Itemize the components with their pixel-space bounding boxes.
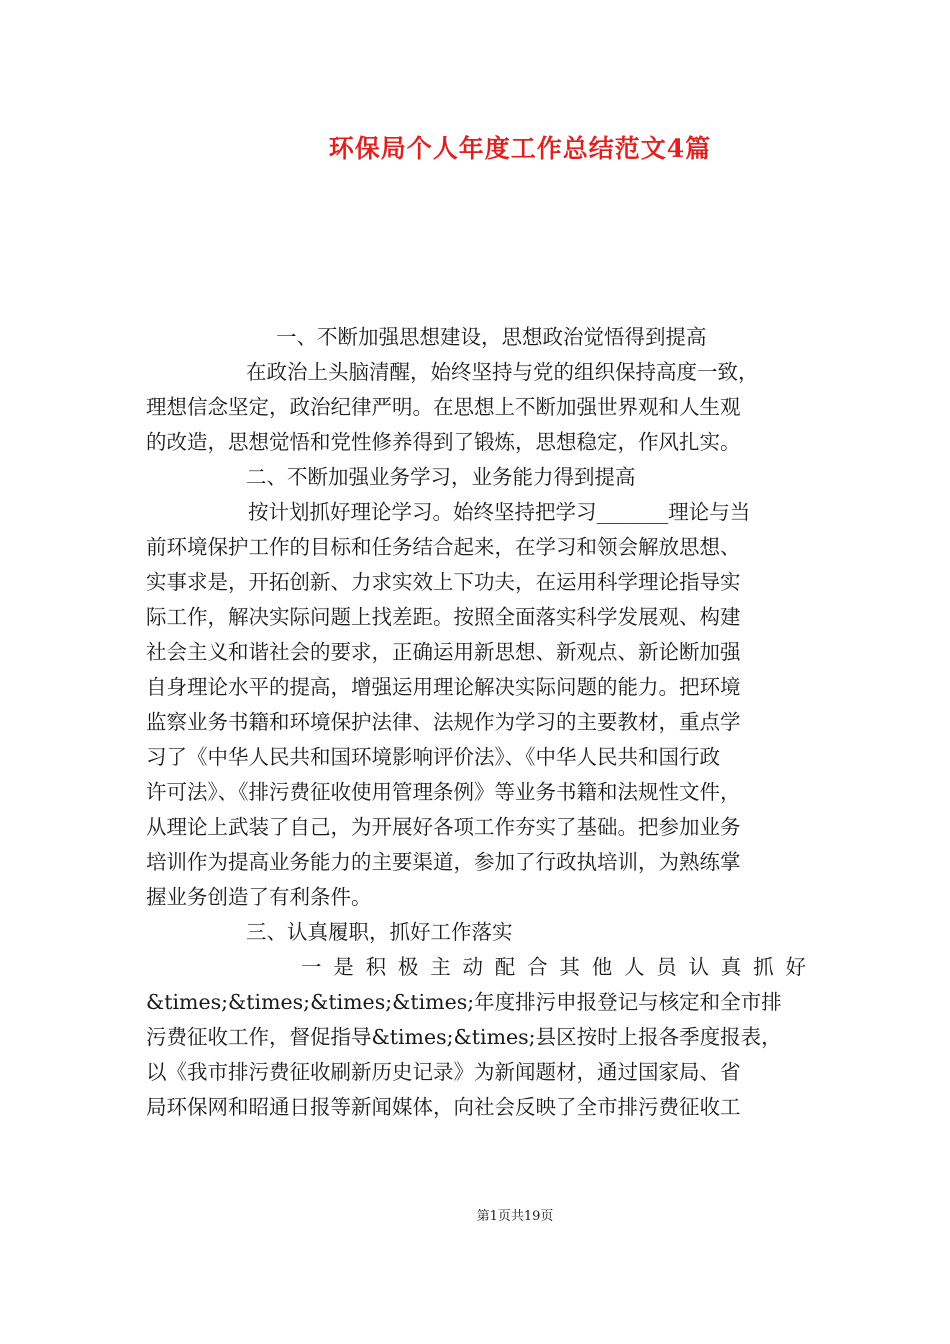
paragraph-2-line-6: 自身理论水平的提高，增强运用理论解决实际问题的能力。把环境 <box>146 675 741 699</box>
paragraph-3-line-1: 一是积极主动配合其他人员认真抓好 <box>301 955 806 979</box>
paragraph-3-line-2: &times;&times;&times;&times;年度排污申报登记与核定和全市排 <box>146 990 782 1014</box>
document-title: 环保局个人年度工作总结范文4篇 <box>328 134 712 163</box>
paragraph-2-line-7: 监察业务书籍和环境保护法律、法规作为学习的主要教材，重点学 <box>146 710 741 734</box>
paragraph-2-line-1: 按计划抓好理论学习。始终坚持把学习_______理论与当 <box>248 500 751 524</box>
paragraph-3-line-3: 污费征收工作，督促指导&times;&times;县区按时上报各季度报表， <box>146 1025 782 1049</box>
paragraph-2-line-4: 际工作，解决实际问题上找差距。按照全面落实科学发展观、构建 <box>146 605 741 629</box>
paragraph-2-line-9: 许可法》、《排污费征收使用管理条例》等业务书籍和法规性文件， <box>146 780 741 804</box>
paragraph-3-line-4: 以《我市排污费征收刷新历史记录》为新闻题材，通过国家局、省 <box>146 1060 741 1084</box>
paragraph-2-line-12: 握业务创造了有利条件。 <box>146 885 372 909</box>
paragraph-1-line-3: 的改造，思想觉悟和党性修养得到了锻炼，思想稳定，作风扎实。 <box>146 430 741 454</box>
paragraph-2-line-5: 社会主义和谐社会的要求，正确运用新思想、新观点、新论断加强 <box>146 640 741 664</box>
paragraph-2-line-2: 前环境保护工作的目标和任务结合起来，在学习和领会解放思想、 <box>146 535 741 559</box>
document-body <box>146 320 806 1125</box>
section-heading-1: 一、不断加强思想建设，思想政治觉悟得到提高 <box>276 325 707 349</box>
section-heading-2: 二、不断加强业务学习，业务能力得到提高 <box>246 465 636 489</box>
paragraph-1-line-2: 理想信念坚定，政治纪律严明。在思想上不断加强世界观和人生观 <box>146 395 741 419</box>
paragraph-2-line-11: 培训作为提高业务能力的主要渠道，参加了行政执培训，为熟练掌 <box>146 850 741 874</box>
paragraph-3-line-5: 局环保网和昭通日报等新闻媒体，向社会反映了全市排污费征收工 <box>146 1095 741 1119</box>
paragraph-2-line-10: 从理论上武装了自己，为开展好各项工作夯实了基础。把参加业务 <box>146 815 741 839</box>
section-heading-3: 三、认真履职，抓好工作落实 <box>246 920 513 944</box>
paragraph-2-line-3: 实事求是，开拓创新、力求实效上下功夫，在运用科学理论指导实 <box>146 570 741 594</box>
paragraph-2-line-8: 习了《中华人民共和国环境影响评价法》、《中华人民共和国行政 <box>146 745 720 769</box>
page-number: 第1页共19页 <box>476 1209 554 1224</box>
paragraph-1-line-1: 在政治上头脑清醒，始终坚持与党的组织保持高度一致， <box>246 360 759 384</box>
